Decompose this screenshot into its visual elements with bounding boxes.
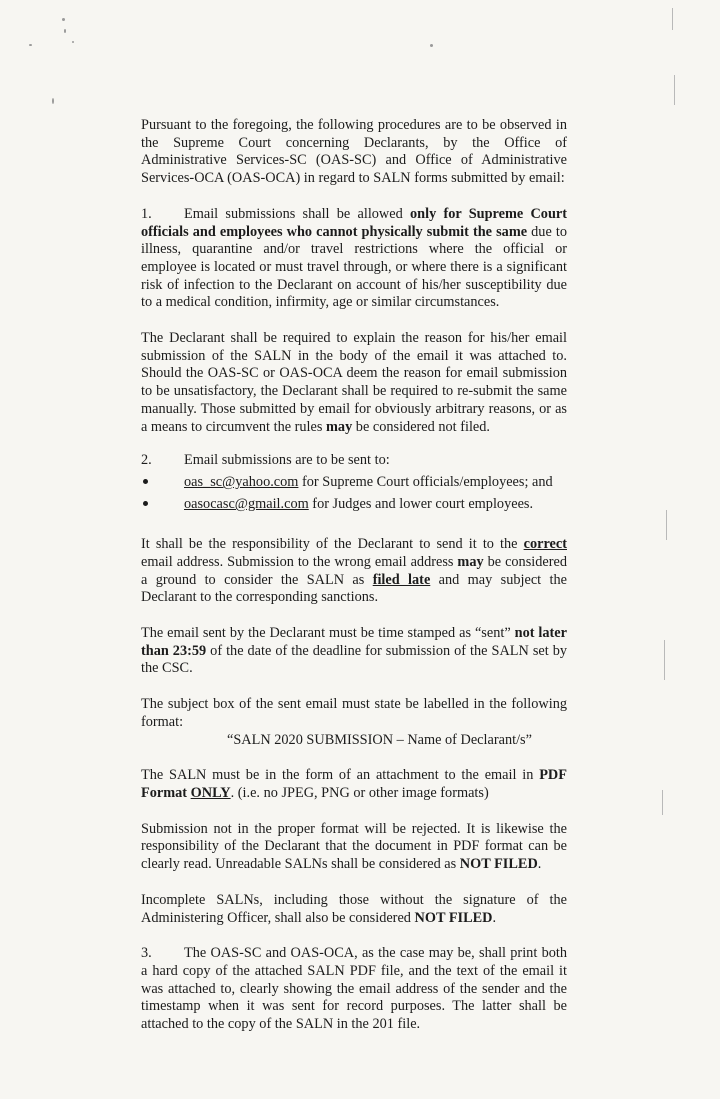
scan-speck (62, 18, 65, 21)
scan-speck (29, 44, 32, 46)
scan-margin-mark (666, 510, 667, 540)
explain-text-a: The Declarant shall be required to explain the reason for his/her email submission of the SALN in the body of the email it was attached to. Should the OAS-SC or OAS-OCA deem the reason for email submission to be unsatisfactory, the Declarant shall be required to re-submit the same manually. Those submitted by email for obviously arbitrary reasons, or as a means to circumvent the rules (141, 330, 567, 435)
item-3-text: The OAS-SC and OAS-OCA, as the case may be, shall print both a hard copy of the attached SALN PDF file, and the text of the email it was attached to, clearly showing the email address of the sender and the timestamp when it was sent for record purposes. The latter shall be attached to the copy of the SALN in the 201 file. (141, 945, 567, 1033)
incomplete-text-a: Incomplete SALNs, including those without the signature of the Administering Officer, shall also be considered (141, 891, 567, 926)
timestamp-text-b: of the date of the deadline for submission of the SALN set by the CSC. (141, 642, 567, 677)
timestamp-bold: not later than 23:59 (141, 625, 567, 659)
item-2-row (141, 452, 567, 474)
subject-format: “SALN 2020 SUBMISSION – Name of Declarant/s” (227, 731, 532, 748)
rejected-paragraph (141, 821, 567, 874)
email-bullet-1 (141, 474, 567, 496)
incomplete-text-b: . (492, 909, 497, 926)
explain-bold: may (326, 418, 353, 435)
responsibility-paragraph (141, 536, 567, 607)
scan-margin-mark (674, 75, 675, 105)
rejected-text-b: . (537, 856, 542, 873)
explain-paragraph (141, 330, 567, 436)
bullet-icon (143, 501, 148, 506)
scan-margin-mark (664, 640, 665, 680)
subject-paragraph: The subject box of the sent email must state be labelled in the following format: (141, 696, 567, 730)
responsibility-text-a: It shall be the responsibility of the Declarant to send it to the (141, 536, 524, 553)
pdf-text-b: . (i.e. no JPEG, PNG or other image formats) (230, 784, 489, 801)
item-2-text: Email submissions are to be sent to: (184, 452, 390, 469)
email-link-oas-sc[interactable]: oas_sc@yahoo.com (184, 474, 299, 491)
responsibility-text-d: and may subject the Declarant to the corresponding sanctions. (141, 571, 567, 606)
incomplete-paragraph (141, 892, 567, 927)
item-3-number: 3. (141, 945, 152, 962)
rejected-text-a: Submission not in the proper format will be rejected. It is likewise the responsibility of the Declarant that the document in PDF format can be clearly read. Unreadable SALNs shall be considered as (141, 820, 567, 873)
email-bullet-2-text: for Judges and lower court employees. (308, 496, 534, 513)
scan-speck (64, 29, 66, 33)
document-body (141, 117, 567, 1034)
responsibility-correct: correct (523, 536, 567, 553)
responsibility-text-c: be considered a ground to consider the SALN as (141, 553, 567, 588)
responsibility-may: may (457, 553, 484, 570)
email-bullet-2 (141, 496, 567, 518)
email-bullet-1-text: for Supreme Court officials/employees; and (298, 474, 553, 491)
scan-speck (72, 41, 74, 43)
item-1-paragraph (141, 206, 567, 312)
email-link-oasocasc[interactable]: oasocasc@gmail.com (184, 496, 309, 513)
timestamp-paragraph (141, 625, 567, 678)
timestamp-text-a: The email sent by the Declarant must be time stamped as “sent” (141, 625, 515, 642)
pdf-paragraph (141, 767, 567, 802)
scan-speck (52, 98, 54, 104)
item-1-text-b: due to illness, quarantine and/or travel restrictions where the official or employee is located or must travel through, or where there is a significant risk of infection to the Declarant on account of his/her susceptibility due to a medical condition, infirmity, age or similar circumstances. (141, 223, 567, 311)
responsibility-filed-late: filed late (372, 571, 431, 588)
incomplete-bold: NOT FILED (414, 909, 493, 926)
scan-speck (430, 44, 433, 47)
rejected-bold: NOT FILED (459, 856, 538, 873)
scan-margin-mark (672, 8, 673, 30)
responsibility-text-b: email address. Submission to the wrong email address (141, 553, 458, 570)
item-1-text-a: Email submissions shall be allowed (184, 205, 410, 222)
scan-margin-mark (662, 790, 663, 815)
item-1-bold: only for Supreme Court officials and employees who cannot physically submit the same (141, 205, 567, 240)
explain-text-b: be considered not filed. (352, 418, 490, 435)
bullet-icon (143, 479, 148, 484)
pdf-text-a: The SALN must be in the form of an attachment to the email in (141, 767, 540, 784)
item-1-number: 1. (141, 205, 152, 222)
pdf-only: ONLY (190, 784, 231, 801)
intro-paragraph: Pursuant to the foregoing, the following procedures are to be observed in the Supreme Court concerning Declarants, by the Office of Administrative Services-SC (OAS-SC) and Office of Administrative Services-OCA (OAS-OCA) in regard to SALN forms submitted by email: (141, 117, 567, 187)
item-3-paragraph (141, 945, 567, 1034)
pdf-bold: PDF Format (141, 767, 567, 801)
item-2-number: 2. (141, 452, 152, 469)
